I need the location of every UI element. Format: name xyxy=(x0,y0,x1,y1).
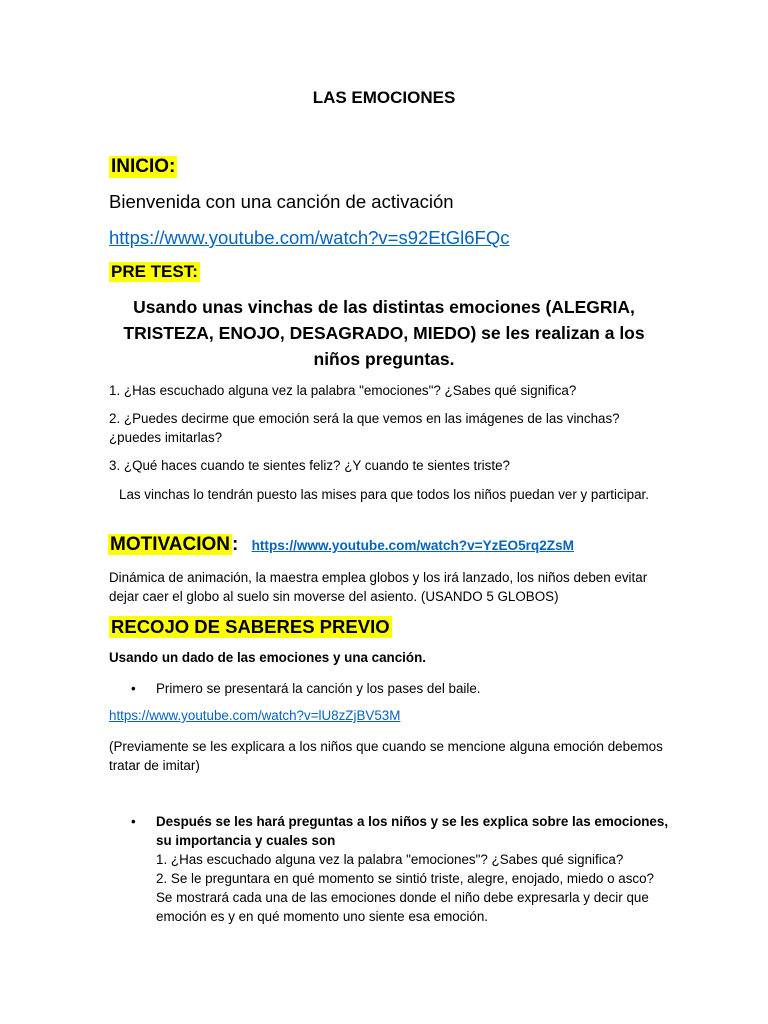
recojo-bullet-1 xyxy=(131,679,481,698)
recojo-bullet-1-text: Primero se presentará la canción y los pases del baile. xyxy=(156,681,481,696)
pretest-note: Las vinchas lo tendrán puesto las mises para que todos los niños puedan ver y participar. xyxy=(119,487,649,502)
recojo-note: (Previamente se les explicara a los niños que cuando se mencione alguna emoción debemos tratar de imitar) xyxy=(109,739,663,773)
bullet-icon: • xyxy=(131,814,136,829)
bullet-icon: • xyxy=(131,681,136,696)
pretest-intro: Usando unas vinchas de las distintas emociones (ALEGRIA, TRISTEZA, ENOJO, DESAGRADO, MIEDO) se les realizan a los niños preguntas. xyxy=(123,297,645,369)
inicio-youtube-link[interactable]: https://www.youtube.com/watch?v=s92EtGl6FQc xyxy=(109,227,510,248)
recojo-subheading: Usando un dado de las emociones y una canción. xyxy=(109,650,426,665)
heading-recojo: RECOJO DE SABERES PREVIO xyxy=(111,616,390,637)
recojo-youtube-link[interactable]: https://www.youtube.com/watch?v=lU8zZjBV53M xyxy=(109,708,401,723)
pretest-question-1: 1. ¿Has escuchado alguna vez la palabra "emociones"? ¿Sabes qué significa? xyxy=(109,383,577,398)
pretest-question-2: 2. ¿Puedes decirme que emoción será la que vemos en las imágenes de las vinchas? ¿puedes imitarlas? xyxy=(109,411,620,445)
heading-motivacion xyxy=(108,534,574,556)
recojo-bullet-2-q1: 1. ¿Has escuchado alguna vez la palabra "emociones"? ¿Sabes qué significa? xyxy=(156,852,624,867)
heading-pretest: PRE TEST: xyxy=(111,262,198,281)
motivacion-label: MOTIVACION xyxy=(110,534,230,555)
recojo-bullet-2 xyxy=(131,812,671,926)
recojo-bullet-2-bold: Después se les hará preguntas a los niños y se les explica sobre las emociones, su importancia y cuales son xyxy=(156,814,669,848)
motivacion-text: Dinámica de animación, la maestra emplea globos y los irá lanzado, los niños deben evitar dejar caer el globo al suelo sin moverse del asiento. (USANDO 5 GLOBOS) xyxy=(109,570,648,604)
inicio-text: Bienvenida con una canción de activación xyxy=(109,191,454,212)
recojo-bullet-2-q2: 2. Se le preguntara en qué momento se sintió triste, alegre, enojado, miedo o asco? Se mostrará cada una de las emociones donde el niño debe expresarla y decir que emoción es y en qué momento uno siente esa emoción. xyxy=(156,871,654,924)
document-title: LAS EMOCIONES xyxy=(312,88,456,107)
heading-inicio: INICIO: xyxy=(111,156,176,177)
pretest-question-3: 3. ¿Qué haces cuando te sientes feliz? ¿Y cuando te sientes triste? xyxy=(109,458,510,473)
motivacion-youtube-link[interactable]: https://www.youtube.com/watch?v=YzEO5rq2ZsM xyxy=(251,538,574,553)
motivacion-colon: : xyxy=(231,534,239,555)
